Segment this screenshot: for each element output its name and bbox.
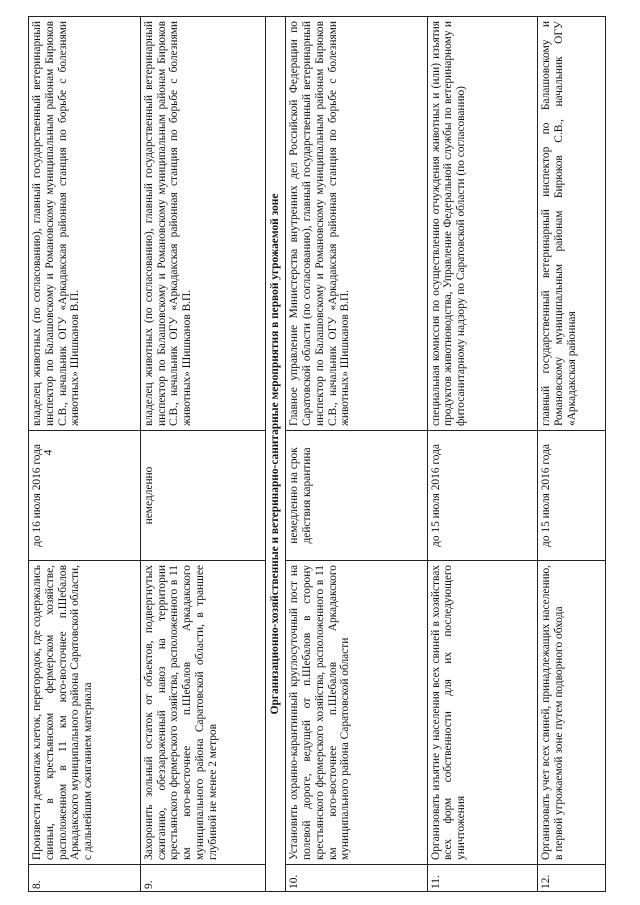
rotated-table-container (28, 17, 606, 892)
table-row (427, 17, 538, 892)
action-cell: Захоронить зольный остаток от объектов, подвергнутых сжиганию, обеззараженный навоз на территории крестьянского фермерского хозяйства, расположенного в 11 км юго-восточнее п.Шебалов Аркадакского муниципального района Саратовской области, в траншее глубиной не менее 2 метров (140, 561, 265, 865)
action-cell: Произвести демонтаж клеток, перегородок, где содержались свиньи, в крестьянском фермерском хозяйстве, расположенном в 11 км юго-восточнее п.Шебалов Аркадакского муниципального района Саратовской области, с дальнейшим сжиганием материала (29, 561, 141, 865)
deadline-cell: до 16 июля 2016 года (29, 431, 141, 561)
deadline-cell: немедленно на срок действия карантина (286, 431, 427, 561)
table-row (140, 17, 265, 892)
row-number: 11. (427, 865, 538, 892)
action-cell: Организовать изъятие у населения всех свиней в хозяйствах всех форм собственности для их последующего уничтожения (427, 561, 538, 865)
responsible-cell: Главное управление Министерства внутренних дел Российской Федерации по Саратовской области (по согласованию), главный государственный ветеринарный инспектор по Балашовскому и Романовскому муниципальным районам Бирюков С.В., начальник ОГУ «Аркадакская районная станция по борьбе с болезнями животных» Шишканов В.П. (286, 17, 427, 431)
deadline-cell: до 15 июля 2016 года (538, 431, 606, 561)
row-number: 9. (140, 865, 265, 892)
table-row (538, 17, 606, 892)
action-cell: Организовать учет всех свиней, принадлежащих населению, в первой угрожаемой зоне путем подворного обхода (538, 561, 606, 865)
responsible-cell: специальная комиссия по осуществлению отчуждения животных и (или) изъятия продуктов животноводства, Управление Федеральной службы по ветеринарному и фитосанитарному надзору по Саратовской области (по согласованию) (427, 17, 538, 431)
table-row (286, 17, 427, 892)
page-number: 4 (40, 449, 55, 456)
row-number: 10. (286, 865, 427, 892)
deadline-cell: немедленно (140, 431, 265, 561)
row-number: 8. (29, 865, 141, 892)
section-header-row (266, 17, 286, 892)
section-header: Организационно-хозяйственные и ветеринарно-санитарные мероприятия в первой угрожаемой зоне (266, 17, 286, 892)
table-row (29, 17, 141, 892)
deadline-cell: до 15 июля 2016 года (427, 431, 538, 561)
responsible-cell: владелец животных (по согласованию), главный государственный ветеринарный инспектор по Балашовскому и Романовскому муниципальным районам Бирюков С.В., начальник ОГУ «Аркадакская районная станция по борьбе с болезнями животных» Шишканов В.П. (140, 17, 265, 431)
action-cell: Установить охранно-карантинный круглосуточный пост на полевой дороге, ведущей от п.Шебалов в сторону крестьянского фермерского хозяйства, расположенного в 11 км юго-восточнее п.Шебалов Аркадакского муниципального района Саратовской области (286, 561, 427, 865)
responsible-cell: владелец животных (по согласованию), главный государственный ветеринарный инспектор по Балашовскому и Романовскому муниципальным районам Бирюков С.В., начальник ОГУ «Аркадакская районная станция по борьбе с болезнями животных» Шишканов В.П. (29, 17, 141, 431)
measures-table (28, 16, 606, 892)
responsible-cell: главный государственный ветеринарный инспектор по Балашовскому и Романовскому муниципальным районам Бирюков С.В., начальник ОГУ «Аркадакская районная (538, 17, 606, 431)
row-number: 12. (538, 865, 606, 892)
